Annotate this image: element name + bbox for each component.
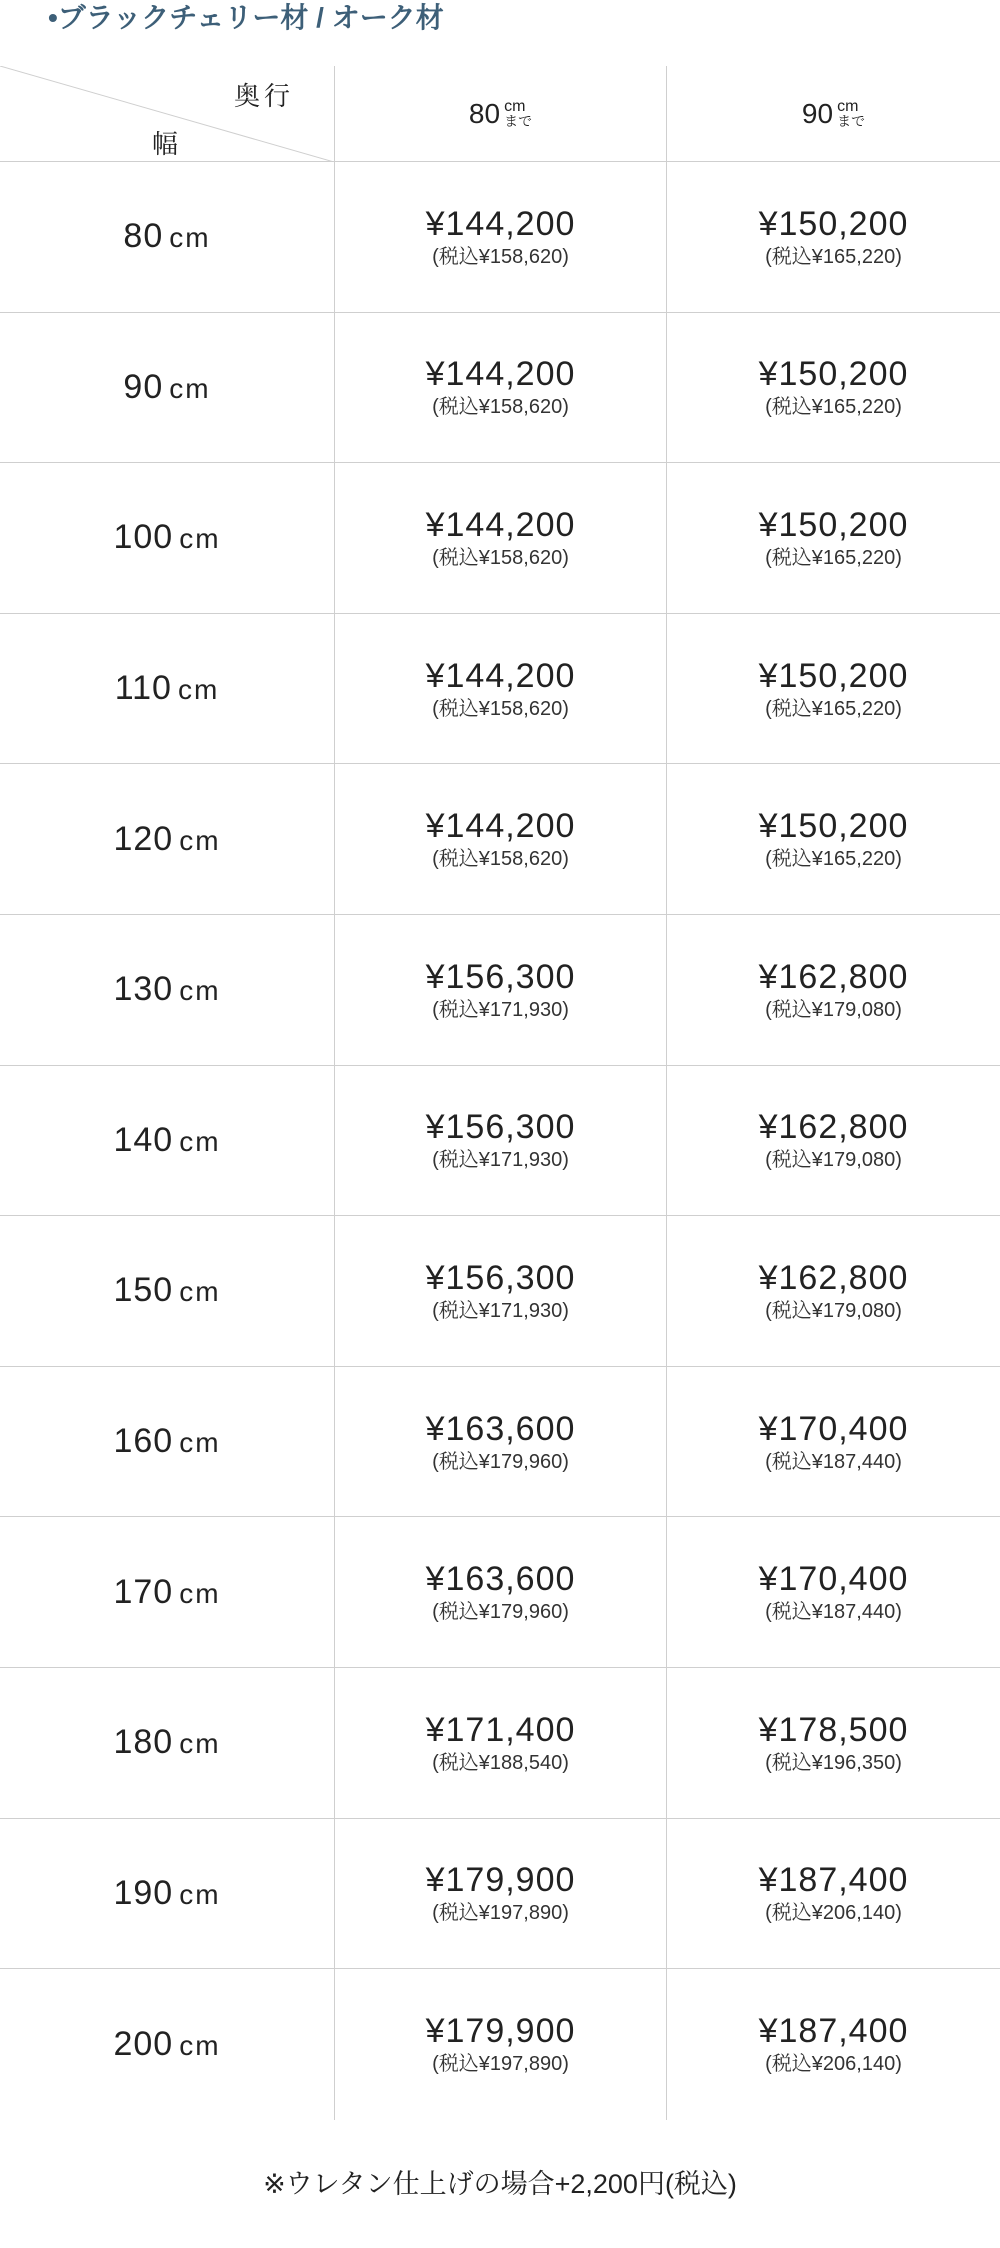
- price-value: ¥156,300: [425, 1108, 576, 1147]
- table-row: [0, 614, 1000, 765]
- width-cell: [0, 1819, 334, 1969]
- section-title: •ブラックチェリー材 / オーク材: [48, 2, 444, 33]
- price-cell-depth-90: [666, 614, 1000, 764]
- table-row: [0, 1819, 1000, 1970]
- width-unit: cm: [169, 222, 211, 254]
- price-tax-included: (税込¥179,080): [765, 1299, 902, 1322]
- width-unit: cm: [179, 1125, 221, 1157]
- width-unit: cm: [179, 1276, 221, 1308]
- width-value: 120: [113, 819, 174, 858]
- price-value: ¥163,600: [425, 1409, 576, 1448]
- column-header-unit: cm: [504, 97, 526, 115]
- width-cell: [0, 1066, 334, 1216]
- width-unit: cm: [179, 523, 221, 555]
- width-cell: [0, 313, 334, 463]
- table-row: [0, 313, 1000, 464]
- price-tax-included: (税込¥171,930): [432, 1299, 569, 1322]
- width-cell: [0, 463, 334, 613]
- width-value: 150: [113, 1271, 174, 1310]
- width-value: 110: [114, 669, 172, 708]
- price-cell-depth-90: [666, 1367, 1000, 1517]
- width-unit: cm: [179, 1878, 221, 1910]
- price-value: ¥150,200: [758, 505, 909, 544]
- price-value: ¥163,600: [425, 1560, 576, 1599]
- table-body: [0, 162, 1000, 2120]
- table-row: [0, 1969, 1000, 2120]
- column-header-90: [666, 66, 1000, 161]
- price-tax-included: (税込¥188,540): [432, 1751, 569, 1774]
- price-tax-included: (税込¥197,890): [432, 1902, 569, 1925]
- price-tax-included: (税込¥179,080): [765, 998, 902, 1021]
- price-tax-included: (税込¥158,620): [432, 546, 569, 569]
- price-value: ¥156,300: [425, 957, 576, 996]
- price-value: ¥162,800: [758, 957, 909, 996]
- price-tax-included: (税込¥206,140): [765, 1902, 902, 1925]
- width-cell: [0, 162, 334, 312]
- column-header-80: [334, 66, 666, 161]
- price-tax-included: (税込¥187,440): [765, 1601, 902, 1624]
- width-unit: cm: [179, 824, 221, 856]
- width-value: 180: [113, 1723, 174, 1762]
- price-value: ¥171,400: [425, 1710, 576, 1749]
- price-cell-depth-80: [334, 1517, 666, 1667]
- price-tax-included: (税込¥171,930): [432, 1149, 569, 1172]
- price-tax-included: (税込¥158,620): [432, 848, 569, 871]
- table-row: [0, 1668, 1000, 1819]
- width-unit: cm: [179, 1577, 221, 1609]
- price-tax-included: (税込¥158,620): [432, 697, 569, 720]
- price-value: ¥170,400: [758, 1409, 909, 1448]
- width-unit: cm: [169, 372, 211, 404]
- table-row: [0, 463, 1000, 614]
- price-tax-included: (税込¥165,220): [765, 396, 902, 419]
- price-table: [0, 66, 1000, 2120]
- price-value: ¥162,800: [758, 1258, 909, 1297]
- price-cell-depth-80: [334, 915, 666, 1065]
- width-cell: [0, 1668, 334, 1818]
- width-cell: [0, 764, 334, 914]
- price-cell-depth-80: [334, 1066, 666, 1216]
- price-tax-included: (税込¥165,220): [765, 697, 902, 720]
- price-tax-included: (税込¥158,620): [432, 396, 569, 419]
- price-tax-included: (税込¥187,440): [765, 1450, 902, 1473]
- price-cell-depth-80: [334, 162, 666, 312]
- price-value: ¥162,800: [758, 1108, 909, 1147]
- width-unit: cm: [179, 1427, 221, 1459]
- corner-header-cell: [0, 66, 334, 161]
- table-row: [0, 1367, 1000, 1518]
- column-header-unit: cm: [837, 97, 859, 115]
- price-cell-depth-90: [666, 1517, 1000, 1667]
- price-tax-included: (税込¥179,960): [432, 1450, 569, 1473]
- price-cell-depth-90: [666, 915, 1000, 1065]
- price-tax-included: (税込¥165,220): [765, 848, 902, 871]
- width-value: 80: [123, 217, 164, 256]
- width-value: 140: [113, 1120, 174, 1159]
- width-value: 160: [113, 1422, 174, 1461]
- width-value: 130: [113, 970, 174, 1009]
- price-tax-included: (税込¥179,960): [432, 1601, 569, 1624]
- price-cell-depth-90: [666, 1969, 1000, 2120]
- price-value: ¥179,900: [425, 2012, 576, 2051]
- price-cell-depth-80: [334, 463, 666, 613]
- price-tax-included: (税込¥171,930): [432, 998, 569, 1021]
- price-value: ¥144,200: [425, 505, 576, 544]
- price-value: ¥150,200: [758, 656, 909, 695]
- width-cell: [0, 1517, 334, 1667]
- table-row: [0, 915, 1000, 1066]
- price-tax-included: (税込¥179,080): [765, 1149, 902, 1172]
- price-value: ¥150,200: [758, 204, 909, 243]
- price-value: ¥150,200: [758, 355, 909, 394]
- price-tax-included: (税込¥206,140): [765, 2053, 902, 2076]
- price-cell-depth-80: [334, 764, 666, 914]
- price-cell-depth-90: [666, 313, 1000, 463]
- column-header-suffix: まで: [837, 112, 866, 129]
- price-tax-included: (税込¥165,220): [765, 546, 902, 569]
- price-cell-depth-80: [334, 1969, 666, 2120]
- price-value: ¥150,200: [758, 807, 909, 846]
- table-row: [0, 1216, 1000, 1367]
- width-unit: cm: [179, 2029, 221, 2061]
- price-value: ¥156,300: [425, 1258, 576, 1297]
- price-cell-depth-90: [666, 1066, 1000, 1216]
- price-cell-depth-80: [334, 614, 666, 764]
- price-tax-included: (税込¥196,350): [765, 1751, 902, 1774]
- depth-label: 奥行: [233, 81, 294, 111]
- column-header-value: 80: [468, 97, 501, 129]
- price-value: ¥178,500: [758, 1710, 909, 1749]
- price-cell-depth-90: [666, 463, 1000, 613]
- width-cell: [0, 915, 334, 1065]
- price-value: ¥187,400: [758, 2012, 909, 2051]
- width-unit: cm: [179, 1728, 221, 1760]
- price-cell-depth-90: [666, 1819, 1000, 1969]
- table-row: [0, 1517, 1000, 1668]
- table-header-row: [0, 66, 1000, 162]
- column-header-suffix: まで: [504, 112, 533, 129]
- width-cell: [0, 1969, 334, 2120]
- price-tax-included: (税込¥158,620): [432, 245, 569, 268]
- price-cell-depth-80: [334, 1668, 666, 1818]
- price-value: ¥144,200: [425, 355, 576, 394]
- width-value: 190: [113, 1873, 174, 1912]
- column-header-value: 90: [801, 97, 834, 129]
- price-value: ¥179,900: [425, 1861, 576, 1900]
- price-cell-depth-90: [666, 1668, 1000, 1818]
- width-value: 90: [123, 367, 164, 406]
- footnote: ※ウレタン仕上げの場合+2,200円(税込): [263, 2169, 737, 2199]
- price-value: ¥144,200: [425, 204, 576, 243]
- price-cell-depth-80: [334, 1819, 666, 1969]
- price-cell-depth-80: [334, 1367, 666, 1517]
- price-tax-included: (税込¥197,890): [432, 2053, 569, 2076]
- price-cell-depth-90: [666, 1216, 1000, 1366]
- width-cell: [0, 1367, 334, 1517]
- width-value: 200: [113, 2024, 174, 2063]
- width-cell: [0, 1216, 334, 1366]
- price-cell-depth-80: [334, 1216, 666, 1366]
- width-value: 100: [113, 518, 174, 557]
- price-tax-included: (税込¥165,220): [765, 245, 902, 268]
- price-value: ¥144,200: [425, 656, 576, 695]
- width-unit: cm: [179, 975, 221, 1007]
- price-cell-depth-90: [666, 162, 1000, 312]
- price-value: ¥187,400: [758, 1861, 909, 1900]
- width-unit: cm: [177, 674, 220, 706]
- table-row: [0, 764, 1000, 915]
- width-value: 170: [113, 1572, 174, 1611]
- table-row: [0, 1066, 1000, 1217]
- price-value: ¥170,400: [758, 1560, 909, 1599]
- width-cell: [0, 614, 334, 764]
- price-cell-depth-80: [334, 313, 666, 463]
- price-value: ¥144,200: [425, 807, 576, 846]
- price-cell-depth-90: [666, 764, 1000, 914]
- width-label: 幅: [152, 129, 179, 159]
- table-row: [0, 162, 1000, 313]
